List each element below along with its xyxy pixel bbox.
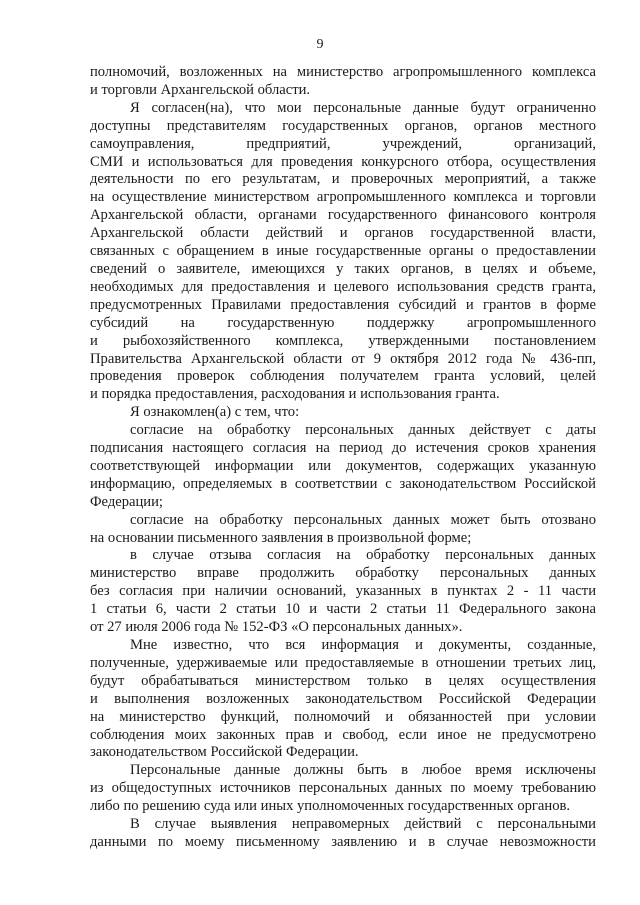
- text-line: согласие на обработку персональных данных действует с даты: [130, 422, 596, 439]
- text-line: в случае отзыва согласия на обработку персональных данных: [130, 547, 596, 564]
- text-line: полученные, удерживаемые или предоставляемые в отношении третьих лиц,: [90, 654, 596, 671]
- text-line: В случае выявления неправомерных действий с персональными: [130, 816, 596, 833]
- text-line: деятельности по его результатам, и проверочных мероприятий, а также: [90, 171, 596, 188]
- text-line: проведения проверок соблюдения получателем гранта условий, целей: [90, 368, 596, 385]
- text-line: самоуправления, предприятий, учреждений, организаций,: [90, 135, 596, 152]
- text-line: либо по решению суда или иных уполномоченных государственных органов.: [90, 798, 571, 815]
- text-line: Я согласен(на), что мои персональные данные будут ограниченно: [130, 99, 596, 116]
- text-line: предусмотренных Правилами предоставления субсидий и грантов в форме: [90, 296, 596, 313]
- page-number: 9: [316, 37, 324, 52]
- text-line: и выполнения возложенных законодательством Российской Федерации: [90, 690, 596, 707]
- text-line: 1 статьи 6, части 2 статьи 10 и части 2 статьи 11 Федерального закона: [90, 601, 596, 618]
- text-line: Персональные данные должны быть в любое время исключены: [130, 762, 596, 779]
- text-line: будут обрабатываться министерством только в целях осуществления: [90, 672, 596, 689]
- document-body: [90, 64, 596, 852]
- text-line: полномочий, возложенных на министерство агропромышленного комплекса: [90, 64, 596, 80]
- text-line: и торговли Архангельской области.: [90, 81, 311, 98]
- text-line: и рыбохозяйственного комплекса, утвержденными постановлением: [90, 332, 596, 349]
- text-line: сведений о заявителе, имеющихся у таких органов, в целях и объеме,: [90, 260, 596, 277]
- text-line: данными по моему письменному заявлению и в случае невозможности: [90, 833, 596, 850]
- text-line: и порядка предоставления, расходования и использования гранта.: [90, 386, 500, 403]
- text-line: без согласия при наличии оснований, указанных в пунктах 2 - 11 части: [90, 583, 596, 600]
- text-line: СМИ и использоваться для проведения конкурсного отбора, осуществления: [90, 153, 596, 170]
- text-line: доступны представителям государственных органов, органов местного: [90, 117, 596, 134]
- text-line: на министерство функций, полномочий и обязанностей при условии: [90, 708, 596, 725]
- text-line: Мне известно, что вся информация и документы, созданные,: [130, 637, 596, 653]
- text-line: Правительства Архангельской области от 9 октября 2012 года № 436-пп,: [90, 350, 596, 367]
- text-line: на осуществление министерством агропромышленного комплекса и торговли: [90, 189, 596, 206]
- text-line: от 27 июля 2006 года № 152-ФЗ «О персональных данных».: [90, 619, 463, 636]
- text-line: соответствующей информации или документов, содержащих указанную: [90, 457, 596, 474]
- text-line: Я ознакомлен(а) с тем, что:: [130, 404, 300, 421]
- text-line: Федерации;: [90, 493, 163, 510]
- text-line: субсидий на государственную поддержку агропромышленного: [90, 314, 596, 331]
- text-line: Архангельской области, органами государственного финансового контроля: [90, 207, 596, 224]
- text-line: подписания настоящего согласия на период до истечения сроков хранения: [90, 440, 596, 457]
- text-line: информацию, определяемых в соответствии с законодательством Российской: [90, 475, 596, 492]
- text-line: законодательством Российской Федерации.: [90, 744, 359, 761]
- text-line: согласие на обработку персональных данных может быть отозвано: [130, 511, 596, 528]
- text-line: Архангельской области действий и органов государственной власти,: [90, 225, 596, 242]
- text-line: соблюдения моих законных прав и свобод, если иное не предусмотрено: [90, 726, 596, 743]
- text-line: необходимых для предоставления и целевого использования средств гранта,: [90, 278, 596, 295]
- text-line: министерство вправе продолжить обработку персональных данных: [90, 565, 596, 582]
- text-line: на основании письменного заявления в произвольной форме;: [90, 529, 472, 546]
- text-line: из общедоступных источников персональных данных по моему требованию: [90, 780, 596, 797]
- text-line: связанных с обращением в иные государственные органы о предоставлении: [90, 243, 596, 260]
